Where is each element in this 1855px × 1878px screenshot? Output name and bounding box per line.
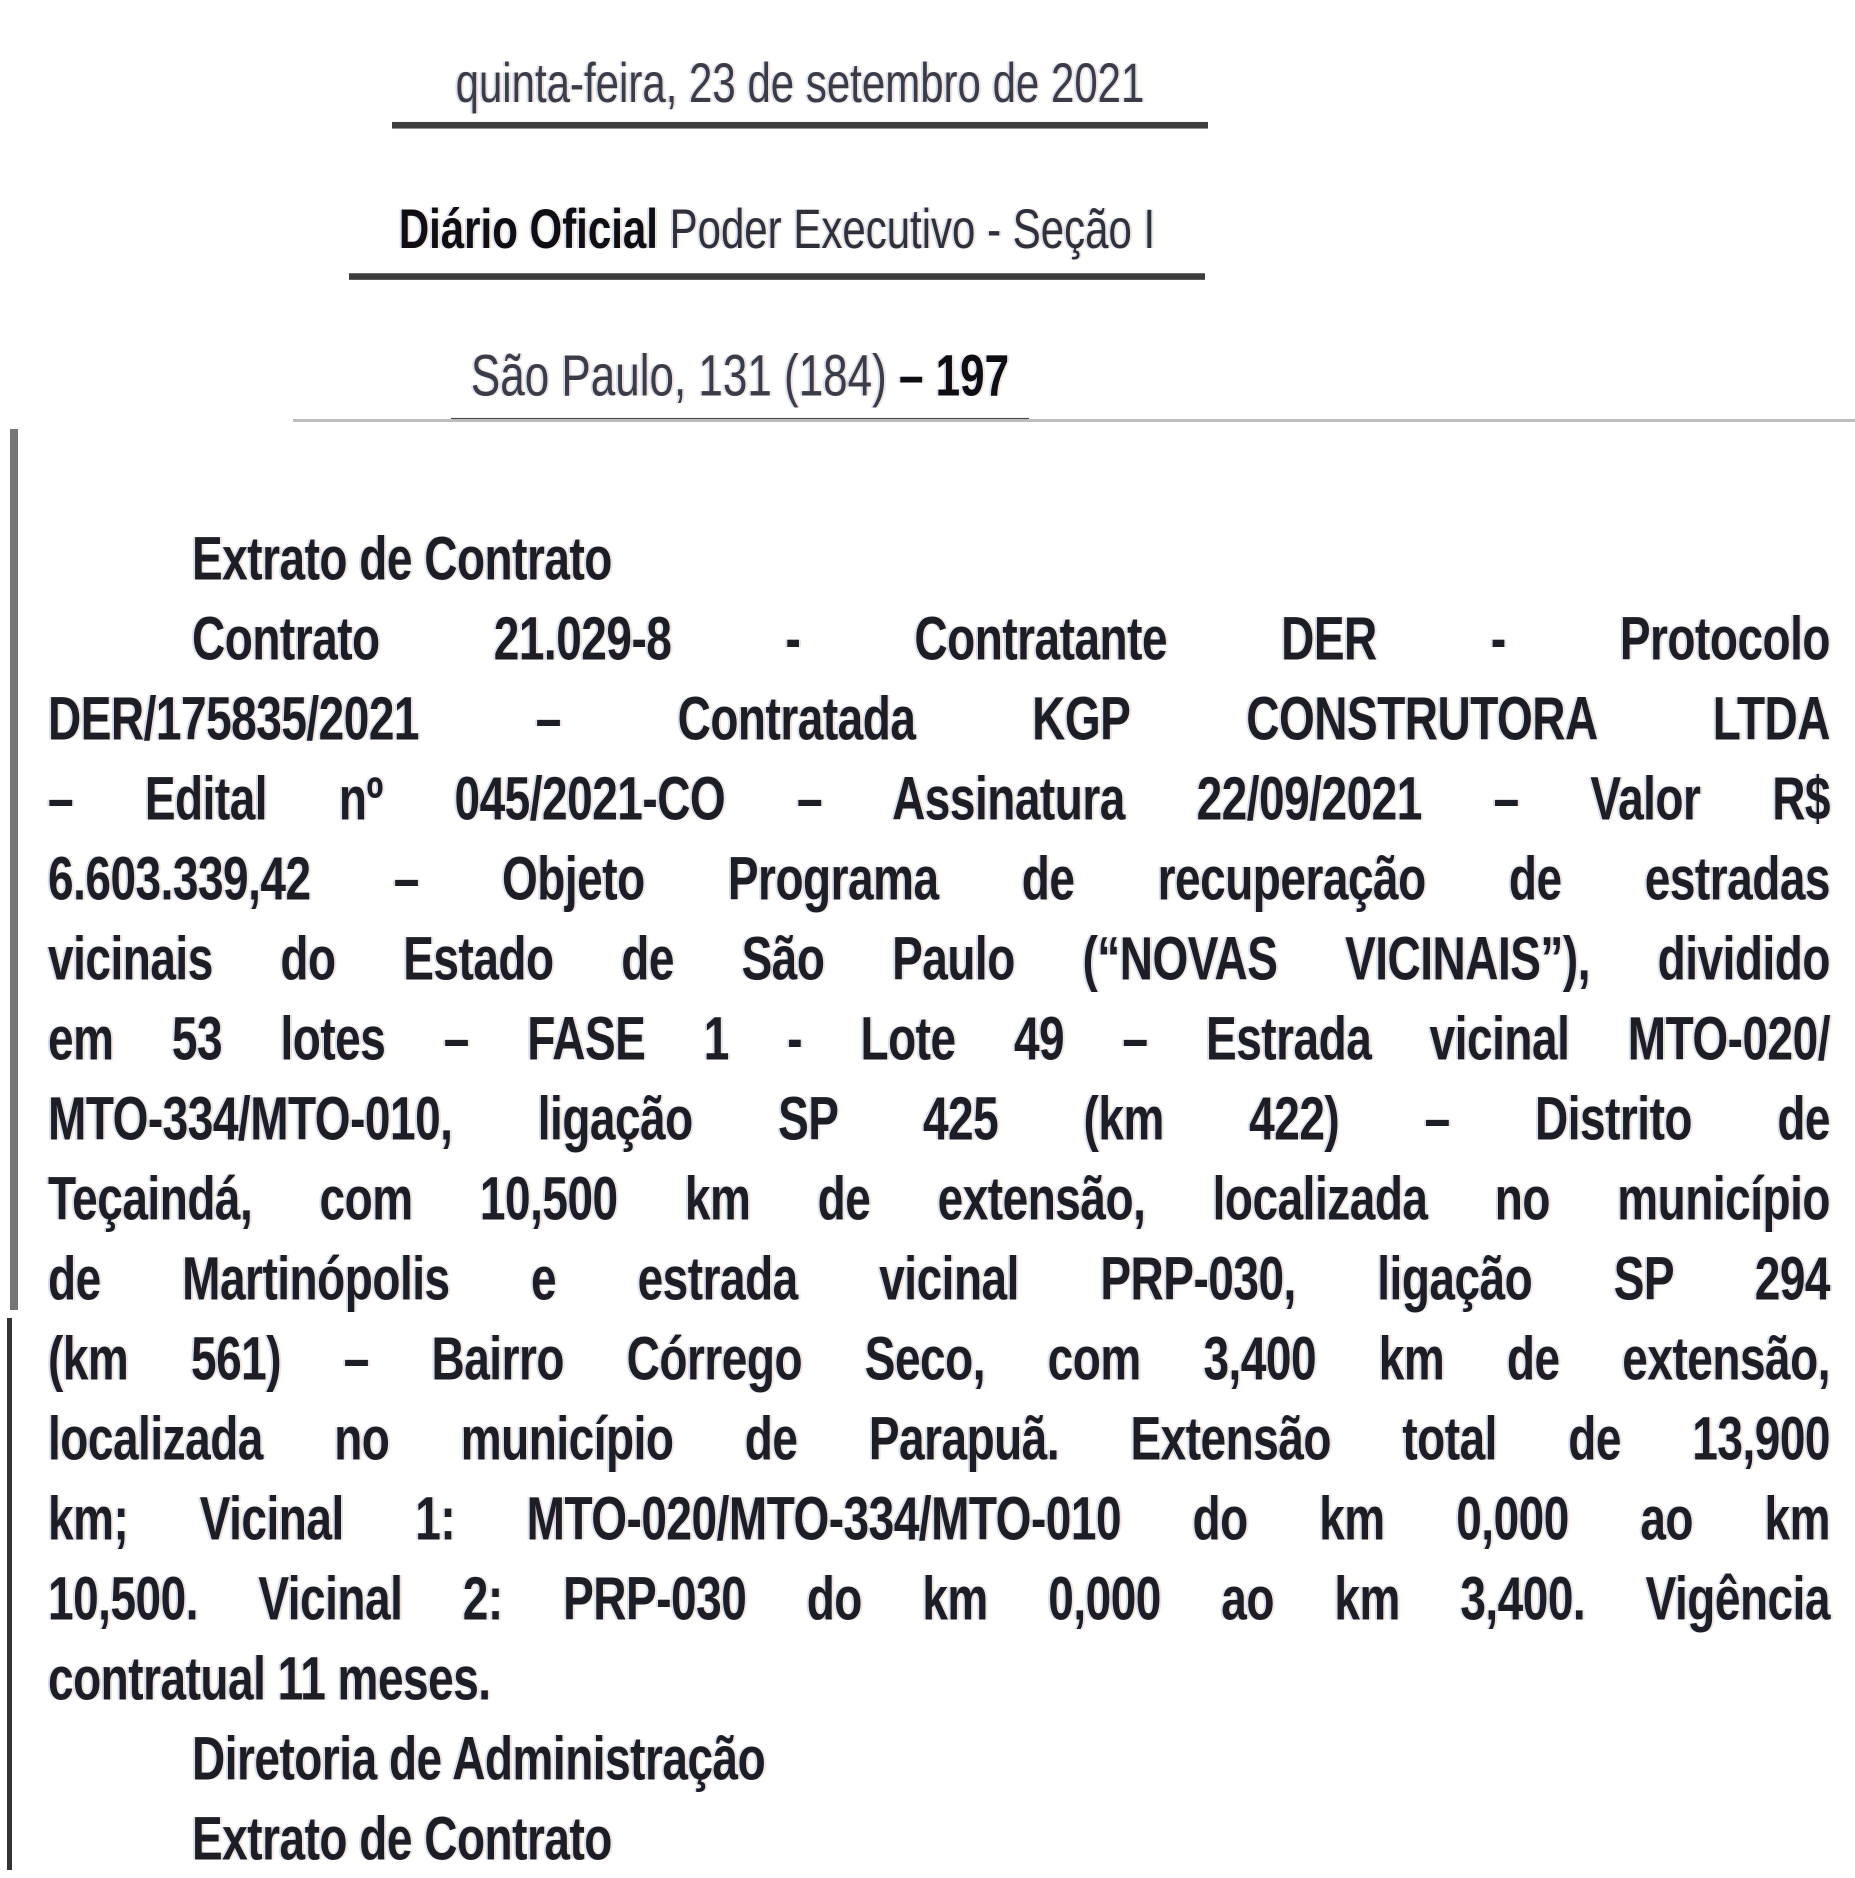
article-line: de Martinópolis e estrada vicinal PRP-030, ligação SP 294: [48, 1243, 1830, 1313]
header-edition-line: [0, 344, 1480, 409]
header-date-line: [0, 52, 1600, 115]
article-line: contratual 11 meses.: [48, 1643, 491, 1713]
article-signoff: Diretoria de Administração: [192, 1723, 766, 1793]
article-heading: Extrato de Contrato: [192, 1803, 612, 1873]
article-line: km; Vicinal 1: MTO-020/MTO-334/MTO-010 do km 0,000 ao km: [48, 1483, 1830, 1553]
header-date-text: quinta-feira, 23 de setembro de 2021: [392, 52, 1209, 129]
article-line: em 53 lotes – FASE 1 - Lote 49 – Estrada vicinal MTO-020/: [48, 1003, 1830, 1073]
article-line: vicinais do Estado de São Paulo (“NOVAS VICINAIS”), dividido: [48, 923, 1830, 993]
article-line: (km 561) – Bairro Córrego Seco, com 3,400 km de extensão,: [48, 1323, 1830, 1393]
edition-city-number: São Paulo, 131 (184): [470, 344, 899, 409]
header-edition-text: [451, 344, 1029, 422]
article-line: 6.603.339,42 – Objeto Programa de recuperação de estradas: [48, 843, 1830, 913]
article-line: – Edital nº 045/2021-CO – Assinatura 22/09/2021 – Valor R$: [48, 763, 1830, 833]
column-divider-rule: [293, 419, 1855, 422]
header-masthead-text: [349, 198, 1205, 280]
left-column-rule-top: [10, 429, 18, 1310]
left-column-rule-bottom: [7, 1318, 12, 1870]
article-line: 10,500. Vicinal 2: PRP-030 do km 0,000 ao km 3,400. Vigência: [48, 1563, 1830, 1633]
masthead-title: Diário Oficial: [398, 198, 658, 261]
header-masthead-line: [0, 198, 1554, 260]
masthead-section: Poder Executivo - Seção I: [657, 198, 1156, 261]
edition-page-number: – 197: [898, 344, 1010, 409]
article-line: DER/175835/2021 – Contratada KGP CONSTRUTORA LTDA: [48, 683, 1830, 753]
article-heading: Extrato de Contrato: [192, 523, 612, 593]
article-line: Contrato 21.029-8 - Contratante DER - Protocolo: [192, 603, 1830, 673]
article-line: MTO-334/MTO-010, ligação SP 425 (km 422) – Distrito de: [48, 1083, 1830, 1153]
article-extrato-de-contrato: [48, 518, 1830, 1878]
article-line: localizada no município de Parapuã. Extensão total de 13,900: [48, 1403, 1830, 1473]
article-line: Teçaindá, com 10,500 km de extensão, localizada no município: [48, 1163, 1830, 1233]
